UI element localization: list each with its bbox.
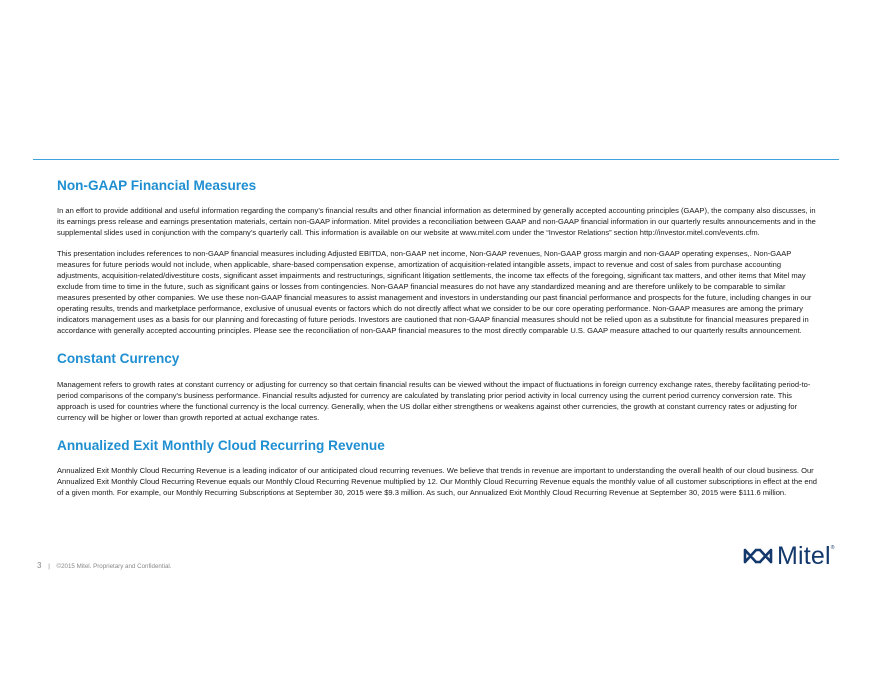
footer-separator: | bbox=[48, 563, 50, 570]
registered-mark: ® bbox=[830, 545, 835, 551]
logo-wordmark: Mitel bbox=[777, 541, 831, 570]
top-divider bbox=[33, 159, 839, 160]
section-heading: Constant Currency bbox=[57, 351, 180, 367]
paragraph: This presentation includes references to non-GAAP financial measures including Adjusted EBITDA, non-GAAP net income, Non-GAAP revenues, Non-GAAP gross margin and non-GAAP operating expenses,. Non-GAAP measures for future periods would not include, when applicable, share-based compensation expense, amortization of acquisition-related intangible assets, impact to revenue and cost of sales from purchase accounting adjustments, acquisition-related/divestiture costs, significant asset impairments and restructurings, significant litigation settlements, the income tax effects of the foregoing, significant tax matters, and other items that Mitel may exclude from time to time in the future, such as significant gains or losses from contingencies. Non-GAAP financial measures do not have any standardized meaning and are therefore unlikely to be comparable to similar measures presented by other companies. We use these non-GAAP financial measures to assist management and investors in understanding our past financial performance and prospects for the future, including changes in our operating results, trends and marketplace performance, exclusive of unusual events or factors which do not directly affect what we consider to be our core operating performance. Non-GAAP measures are among the primary indicators management uses as a basis for our planning and forecasting of future periods. Investors are cautioned that non-GAAP financial measures should not be relied upon as a substitute for financial measures prepared in accordance with generally accepted accounting principles. Please see the reconciliation of non-GAAP financial measures to the most directly comparable U.S. GAAP measure attached to our quarterly results announcement. bbox=[57, 249, 812, 336]
main-content bbox=[57, 178, 819, 513]
mitel-infinity-icon bbox=[743, 548, 773, 564]
paragraph: Management refers to growth rates at constant currency or adjusting for currency so that certain financial results can be viewed without the impact of fluctuations in foreign currency exchange rates, thereby facilitating period-to-period comparisons of the company's business performance. Financial results adjusted for currency are calculated by translating prior period activity in local currency using the current period currency conversion rate. This approach is used for countries where the functional currency is the local currency. Generally, when the US dollar either strengthens or weakens against other currencies, the growth at constant currency rates or adjusting for currency will be higher or lower than growth reported at actual exchange rates. bbox=[57, 379, 811, 422]
section-constant-currency bbox=[57, 351, 819, 422]
mitel-logo bbox=[743, 543, 834, 569]
copyright-notice: ©2015 Mitel. Proprietary and Confidential. bbox=[56, 563, 172, 570]
section-heading: Non-GAAP Financial Measures bbox=[57, 178, 257, 193]
section-non-gaap bbox=[57, 178, 819, 336]
paragraph: In an effort to provide additional and useful information regarding the company’s financial results and other financial information as determined by generally accepted accounting principles (GAAP), the company also discusses, in its earnings press release and earnings presentation materials, certain non-GAAP information. Mitel provides a reconciliation between GAAP and non-GAAP financial information in our quarterly results announcements and in the supplemental slides used in conjunction with the company’s quarterly call. This information is available on our website at www.mitel.com under the “Investor Relations” section http://investor.mitel.com/events.cfm. bbox=[57, 206, 816, 238]
section-heading: Annualized Exit Monthly Cloud Recurring Revenue bbox=[57, 437, 385, 453]
page-number: 3 bbox=[37, 561, 42, 570]
section-cloud-revenue bbox=[57, 438, 819, 498]
paragraph: Annualized Exit Monthly Cloud Recurring Revenue is a leading indicator of our anticipated cloud recurring revenues. We believe that trends in revenue are important to understanding the overall health of our cloud business. Our Annualized Exit Monthly Cloud Recurring Revenue equals our Monthly Cloud Recurring Revenue multiplied by 12. Our Monthly Cloud Recurring Revenue equals the monthly value of all customer subscriptions in effect at the end of a given month. For example, our Monthly Recurring Subscriptions at September 30, 2015 were $9.3 million. As such, our Annualized Exit Monthly Cloud Recurring Revenue at September 30, 2015 were $111.6 million. bbox=[57, 465, 817, 497]
footer bbox=[37, 561, 172, 570]
